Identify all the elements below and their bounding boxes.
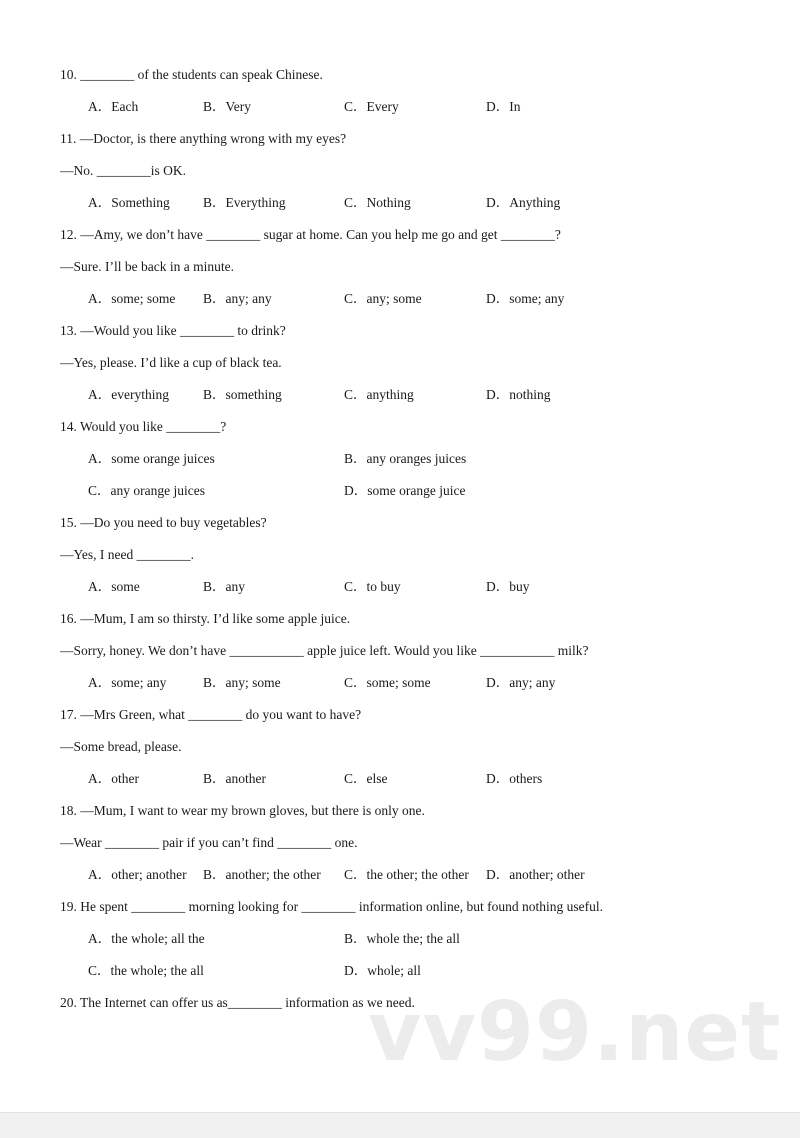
answer-option: A．some [88,579,140,594]
question-dialogue-line: —No. ________is OK. [60,163,187,178]
watermark: vv99.net [368,985,782,1080]
question-stem: 10. ________ of the students can speak Chinese. [60,67,323,82]
answer-option: A．other [88,771,139,786]
answer-option: D．others [486,771,543,786]
question-stem: 17. —Mrs Green, what ________ do you want to have? [60,707,362,722]
answer-option: C．else [344,771,388,786]
question-stem: 14. Would you like ________? [60,419,227,434]
answer-option: B．another; the other [203,867,321,882]
question-stem: 11. —Doctor, is there anything wrong with my eyes? [60,131,347,146]
answer-option: C．any orange juices [88,483,205,498]
answer-option: A．some orange juices [88,451,215,466]
answer-option: B．Everything [203,195,286,210]
answer-option: B．any; some [203,675,281,690]
answer-option: C．to buy [344,579,401,594]
answer-option: A．other; another [88,867,187,882]
answer-option: A．the whole; all the [88,931,205,946]
answer-option: B．whole the; the all [344,931,460,946]
question-stem: 13. —Would you like ________ to drink? [60,323,286,338]
answer-option: A．everything [88,387,169,402]
answer-option: C．the whole; the all [88,963,204,978]
question-stem: 15. —Do you need to buy vegetables? [60,515,267,530]
answer-option: D．nothing [486,387,551,402]
answer-option: B．any; any [203,291,272,306]
answer-option: B．Very [203,99,251,114]
answer-option: C．some; some [344,675,431,690]
answer-option: D．some orange juice [344,483,466,498]
question-dialogue-line: —Sure. I’ll be back in a minute. [60,259,234,274]
question-stem: 12. —Amy, we don’t have ________ sugar at home. Can you help me go and get ________? [60,227,561,242]
answer-option: D．buy [486,579,530,594]
answer-option: A．Each [88,99,139,114]
answer-option: D．whole; all [344,963,421,978]
answer-option: D．any; any [486,675,556,690]
answer-option: D．In [486,99,521,114]
question-stem: 16. —Mum, I am so thirsty. I’d like some apple juice. [60,611,351,626]
answer-option: C．Nothing [344,195,411,210]
question-dialogue-line: —Sorry, honey. We don’t have ___________ apple juice left. Would you like ___________ milk? [60,643,589,658]
question-dialogue-line: —Wear ________ pair if you can’t find ________ one. [60,835,358,850]
answer-option: D．Anything [486,195,561,210]
answer-option: C．any; some [344,291,422,306]
answer-option: C．anything [344,387,414,402]
question-dialogue-line: —Yes, please. I’d like a cup of black tea. [60,355,282,370]
answer-option: A．some; any [88,675,167,690]
answer-option: A．some; some [88,291,176,306]
answer-option: B．any [203,579,245,594]
bottom-scroll-strip [0,1112,800,1138]
answer-option: B．any oranges juices [344,451,467,466]
question-stem: 20. The Internet can offer us as________ information as we need. [60,995,415,1010]
question-dialogue-line: —Some bread, please. [60,739,182,754]
answer-option: B．something [203,387,282,402]
answer-option: D．some; any [486,291,565,306]
question-stem: 18. —Mum, I want to wear my brown gloves, but there is only one. [60,803,425,818]
answer-option: A．Something [88,195,170,210]
answer-option: D．another; other [486,867,585,882]
question-dialogue-line: —Yes, I need ________. [60,547,194,562]
answer-option: C．Every [344,99,399,114]
answer-option: C．the other; the other [344,867,469,882]
answer-option: B．another [203,771,266,786]
question-stem: 19. He spent ________ morning looking for ________ information online, but found nothing useful. [60,899,603,914]
